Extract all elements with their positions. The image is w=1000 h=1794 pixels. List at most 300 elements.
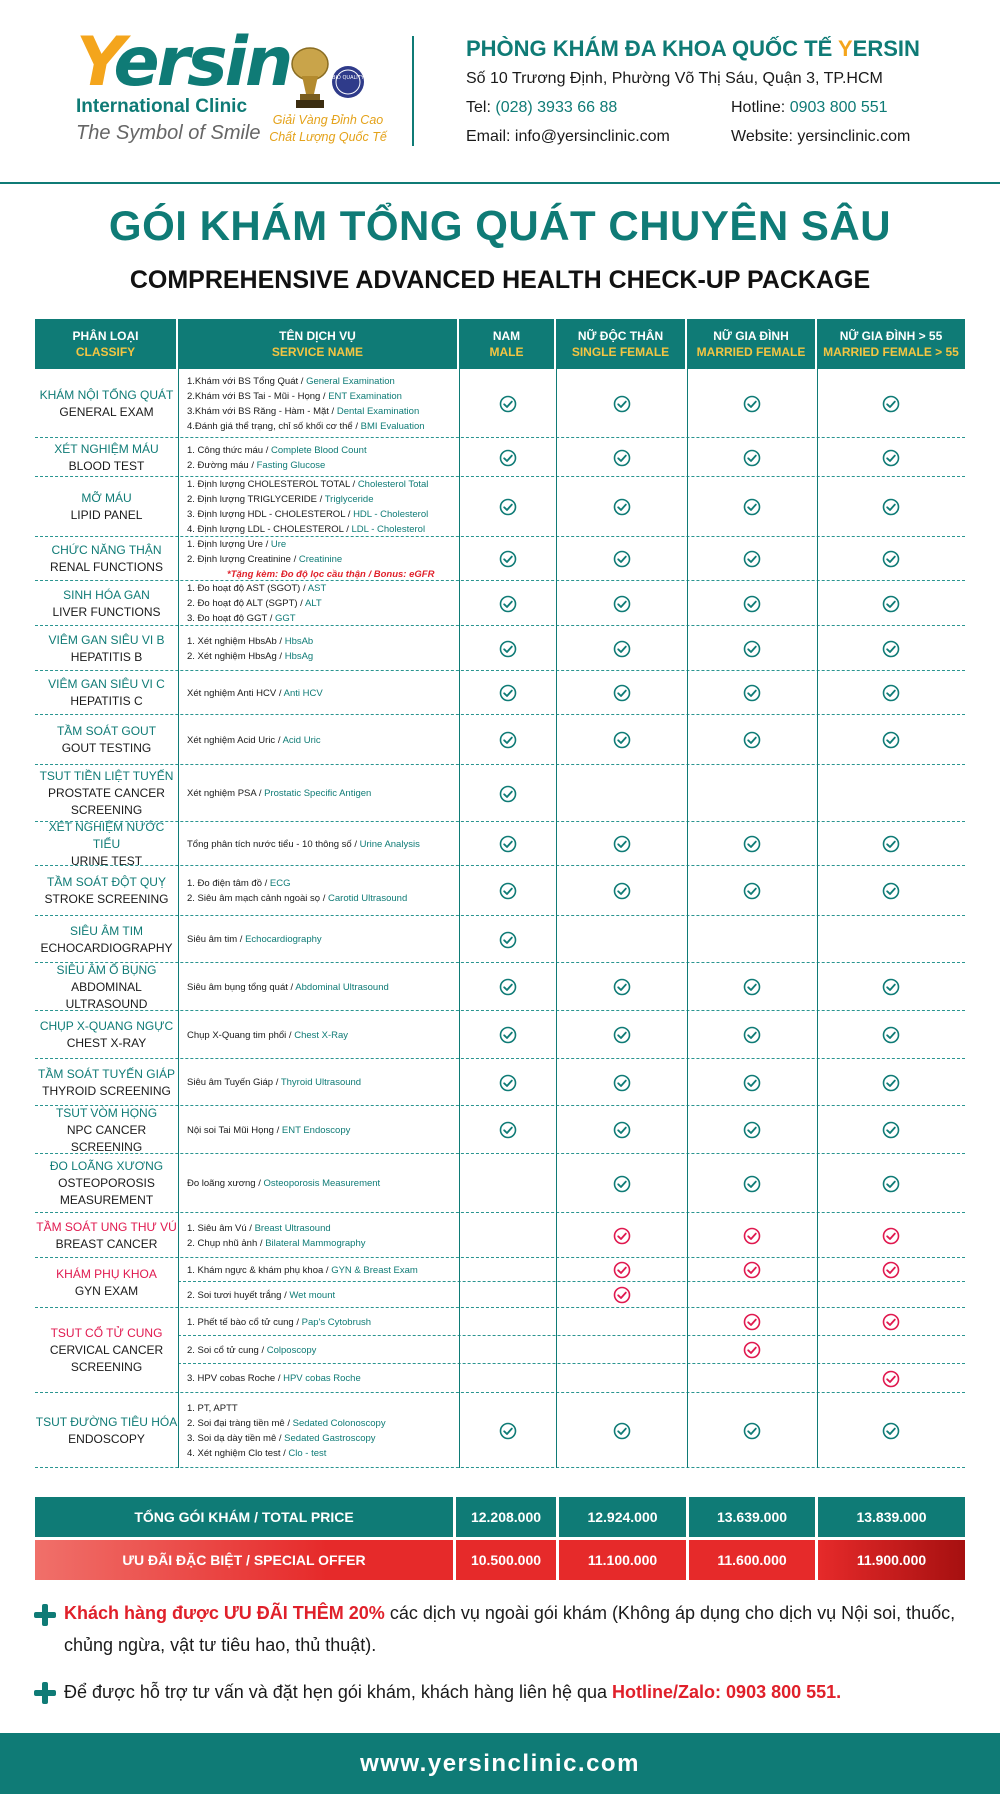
column-header	[35, 319, 178, 369]
service-line: 4. Định lượng LDL - CHOLESTEROL / LDL - Cholesterol	[187, 524, 426, 535]
service-line: 2. Đường máu / Fasting Glucose	[187, 459, 326, 471]
column-header-en: MARRIED FEMALE	[696, 345, 806, 359]
category-cell	[35, 715, 178, 765]
check-icon	[499, 1074, 517, 1092]
service-cell	[187, 671, 462, 715]
category-name-vn: SINH HÓA GAN	[63, 587, 150, 602]
category-name-vn: VIÊM GAN SIÊU VI C	[48, 677, 165, 691]
check-icon	[499, 731, 517, 749]
check-icon	[743, 449, 761, 467]
category-name-vn: XÉT NGHIỆM MÁU	[54, 441, 159, 456]
service-name-en: ALT	[304, 598, 322, 609]
service-line: 2. Soi cổ tử cung / Colposcopy	[187, 1344, 317, 1356]
check-icon	[882, 1313, 900, 1331]
check-icon	[882, 684, 900, 702]
column-header-vn: NỮ GIA ĐÌNH > 55	[839, 329, 943, 343]
category-name-en: MEASUREMENT	[59, 1193, 154, 1207]
service-cell	[187, 1011, 462, 1059]
service-line: 2. Soi đại tràng tiền mê / Sedated Colonoscopy	[187, 1417, 386, 1429]
check-icon	[613, 595, 631, 613]
hotline-number[interactable]: 0903 800 551	[789, 99, 888, 116]
service-line: Xét nghiệm PSA / Prostatic Specific Antigen	[187, 788, 372, 799]
service-line: Siêu âm tim / Echocardiography	[187, 934, 322, 945]
category-name-vn: SIÊU ÂM TIM	[69, 923, 144, 938]
column-header-vn: NỮ ĐỘC THÂN	[577, 329, 664, 343]
category-name-vn: TẦM SOÁT ĐỘT QUỴ	[47, 875, 166, 889]
service-cell	[187, 626, 462, 671]
category-cell	[35, 671, 178, 715]
category-cell	[35, 626, 178, 671]
service-line: 3. HPV cobas Roche / HPV cobas Roche	[187, 1373, 361, 1384]
check-icon	[882, 1227, 900, 1245]
category-name-en: OSTEOPOROSIS	[58, 1176, 155, 1190]
category-name-vn: TSUT CỔ TỬ CUNG	[50, 1326, 163, 1340]
check-icon	[613, 1026, 631, 1044]
price-value: 11.600.000	[689, 1540, 815, 1580]
category-name-en: ECHOCARDIOGRAPHY	[40, 940, 173, 955]
service-name-en: Osteoporosis Measurement	[263, 1178, 381, 1189]
category-name-vn: CHỨC NĂNG THẬN	[51, 543, 162, 557]
service-line: 2. Xét nghiệm HbsAg / HbsAg	[187, 650, 314, 662]
service-cell	[187, 963, 462, 1011]
category-name-vn: TẦM SOÁT UNG THƯ VÚ	[36, 1219, 177, 1234]
category-name-en: HEPATITIS C	[70, 694, 143, 708]
service-cell	[187, 438, 462, 477]
check-icon	[743, 1422, 761, 1440]
service-name-en: General Examination	[306, 375, 395, 387]
category-cell	[35, 477, 178, 537]
category-name-en: SCREENING	[70, 803, 143, 817]
service-line: 1. Khám ngực & khám phụ khoa / GYN & Breast Exam	[187, 1264, 418, 1276]
service-name-en: Breast Ultrasound	[254, 1222, 331, 1234]
check-icon	[499, 640, 517, 658]
category-cell	[35, 1106, 178, 1154]
award-line-1: Giải Vàng Đỉnh Cao	[272, 113, 384, 127]
website-link[interactable]: yersinclinic.com	[797, 128, 911, 145]
category-name-vn: TSUT ĐƯỜNG TIÊU HÓA	[35, 1414, 178, 1429]
clinic-email: Email: info@yersinclinic.com	[466, 128, 670, 145]
category-name-en: HEPATITIS B	[70, 649, 143, 664]
check-icon	[499, 550, 517, 568]
service-cell	[187, 1308, 462, 1336]
category-name-vn: KHÁM NỘI TỔNG QUÁT	[39, 387, 174, 402]
check-icon	[499, 498, 517, 516]
service-cell	[187, 866, 462, 916]
clinic-tel: Tel: (028) 3933 66 88	[466, 99, 618, 116]
table-header	[35, 319, 965, 369]
check-icon	[882, 550, 900, 568]
category-name-en: BLOOD TEST	[68, 458, 145, 473]
check-icon	[499, 595, 517, 613]
category-cell	[35, 1011, 178, 1059]
check-icon	[743, 882, 761, 900]
check-icon	[499, 882, 517, 900]
logo-subtitle: International Clinic	[76, 96, 248, 117]
service-name-en: HDL - Cholesterol	[353, 509, 429, 520]
page-title-vn: GÓI KHÁM TỔNG QUÁT CHUYÊN SÂU	[108, 202, 892, 249]
service-name-en: ENT Endoscopy	[281, 1124, 351, 1136]
header-rule	[0, 182, 1000, 184]
service-line: 2. Siêu âm mạch cảnh ngoài sọ / Carotid Ultrasound	[187, 893, 408, 904]
check-icon	[882, 1422, 900, 1440]
price-label: ƯU ĐÃI ĐẶC BIỆT / SPECIAL OFFER	[35, 1540, 453, 1580]
column-header-en: MALE	[489, 345, 524, 359]
check-icon	[743, 1261, 761, 1279]
header	[0, 0, 1000, 182]
service-name-en: Triglyceride	[324, 494, 374, 505]
service-name-en: Abdominal Ultrasound	[295, 981, 389, 993]
check-icon	[499, 785, 517, 803]
category-name-en: LIPID PANEL	[70, 508, 143, 522]
service-line: Đo loãng xương / Osteoporosis Measurement	[187, 1178, 381, 1189]
check-icon	[499, 1121, 517, 1139]
service-line: Chụp X-Quang tim phổi / Chest X-Ray	[187, 1029, 349, 1041]
check-icon	[499, 449, 517, 467]
category-cell	[35, 438, 178, 477]
column-divider	[556, 369, 557, 1468]
check-icon	[743, 395, 761, 413]
category-cell	[35, 537, 178, 581]
service-cell	[187, 1258, 462, 1282]
service-name-en: Anti HCV	[283, 687, 323, 699]
category-name-vn: CHỤP X-QUANG NGỰC	[39, 1019, 174, 1033]
service-cell	[187, 369, 462, 438]
service-line: 2. Soi tươi huyết trắng / Wet mount	[187, 1289, 336, 1301]
service-name-en: Pap's Cytobrush	[301, 1316, 372, 1328]
check-icon	[613, 978, 631, 996]
category-cell	[35, 916, 178, 963]
category-name-vn: XÉT NGHIỆM NƯỚC TIỂU	[48, 819, 165, 851]
column-header-en: CLASSIFY	[75, 345, 136, 359]
service-name-en: Chest X-Ray	[294, 1029, 349, 1041]
service-name-en: BMI Evaluation	[360, 420, 425, 432]
note-discount: Khách hàng được ƯU ĐÃI THÊM 20% các dịch vụ ngoài gói khám (Không áp dụng cho dịch vụ Nội soi, thuốc, chủng ngừa, vật tư tiêu hao, thủ thuật).	[64, 1603, 956, 1655]
column-header	[459, 319, 556, 369]
service-cell	[187, 1059, 462, 1106]
check-icon	[882, 1026, 900, 1044]
service-line: 2. Định lượng TRIGLYCERIDE / Triglyceride	[187, 494, 374, 505]
award-line-2: Chất Lượng Quốc Tế	[269, 130, 387, 144]
service-line: Tổng phân tích nước tiểu - 10 thông số / Urine Analysis	[187, 838, 420, 850]
service-line: 1. Đo điện tâm đồ / ECG	[187, 878, 291, 889]
price-value: 13.639.000	[689, 1497, 815, 1537]
check-icon	[613, 1074, 631, 1092]
service-cell	[187, 1106, 462, 1154]
service-cell	[187, 1282, 462, 1308]
category-name-vn: SIÊU ÂM Ổ BỤNG	[56, 962, 157, 977]
service-name-en: Clo - test	[288, 1447, 327, 1459]
category-name-en: LIVER FUNCTIONS	[52, 604, 161, 619]
service-line: 3. Soi dạ dày tiền mê / Sedated Gastroscopy	[187, 1432, 376, 1444]
service-name-en: Echocardiography	[245, 934, 322, 945]
service-line: Nội soi Tai Mũi Họng / ENT Endoscopy	[187, 1124, 351, 1136]
service-name-en: HbsAb	[284, 635, 314, 647]
service-cell	[187, 537, 462, 581]
price-value: 11.900.000	[818, 1540, 965, 1580]
service-name-en: Urine Analysis	[359, 838, 420, 850]
category-cell	[35, 1059, 178, 1106]
check-icon	[882, 835, 900, 853]
check-icon	[743, 835, 761, 853]
check-icon	[613, 684, 631, 702]
check-icon	[499, 835, 517, 853]
check-icon	[499, 1026, 517, 1044]
category-cell	[35, 1393, 178, 1468]
service-name-en: ENT Examination	[328, 390, 402, 402]
category-name-en: NPC CANCER SCREENING	[66, 1122, 147, 1154]
service-line: Xét nghiệm Anti HCV / Anti HCV	[187, 687, 323, 699]
check-icon	[613, 1175, 631, 1193]
service-line: 3. Định lượng HDL - CHOLESTEROL / HDL - Cholesterol	[187, 509, 429, 520]
service-cell	[187, 1364, 462, 1393]
category-name-en: PROSTATE CANCER	[48, 786, 165, 800]
column-header	[687, 319, 817, 369]
service-line: 4.Đánh giá thể trạng, chỉ số khối cơ thể / BMI Evaluation	[187, 420, 425, 432]
award-badge-text: BID QUALITY	[332, 75, 364, 81]
service-line: 4. Xét nghiệm Clo test / Clo - test	[187, 1447, 327, 1459]
check-icon	[743, 498, 761, 516]
service-name-en: HPV cobas Roche	[283, 1373, 361, 1384]
price-value: 12.208.000	[456, 1497, 556, 1537]
service-line: 2. Chụp nhũ ảnh / Bilateral Mammography	[187, 1237, 366, 1249]
check-icon	[882, 640, 900, 658]
service-line: 1. PT, APTT	[187, 1402, 238, 1414]
check-icon	[499, 1422, 517, 1440]
service-line: 1. Phết tế bào cổ tử cung / Pap's Cytobrush	[187, 1316, 372, 1328]
check-icon	[743, 595, 761, 613]
service-name-en: Sedated Colonoscopy	[292, 1417, 386, 1429]
email-link[interactable]: info@yersinclinic.com	[514, 128, 670, 145]
check-icon	[743, 1074, 761, 1092]
check-icon	[743, 1121, 761, 1139]
price-value: 10.500.000	[456, 1540, 556, 1580]
service-name-en: Creatinine	[298, 553, 343, 565]
check-icon	[882, 498, 900, 516]
category-name-en: STROKE SCREENING	[44, 892, 169, 906]
price-label: TỔNG GÓI KHÁM / TOTAL PRICE	[35, 1497, 453, 1537]
service-name-en: Complete Blood Count	[271, 444, 367, 456]
check-icon	[743, 1175, 761, 1193]
category-name-vn: TSUT TIỀN LIỆT TUYẾN	[39, 769, 174, 783]
category-name-vn: KHÁM PHỤ KHOA	[56, 1267, 157, 1281]
bonus-note: *Tặng kèm: Đo độ lọc cầu thận / Bonus: eGFR	[227, 568, 435, 580]
check-icon	[613, 640, 631, 658]
check-icon	[613, 1261, 631, 1279]
category-cell	[35, 819, 178, 868]
logo-mark: Yersin	[76, 23, 291, 102]
service-name-en: HbsAg	[284, 650, 314, 662]
category-name-en: GENERAL EXAM	[59, 404, 154, 419]
check-icon	[882, 1261, 900, 1279]
service-cell	[187, 477, 462, 537]
check-icon	[882, 978, 900, 996]
check-icon	[613, 395, 631, 413]
category-name-en: SCREENING	[70, 1360, 143, 1374]
footer-website[interactable]: www.yersinclinic.com	[0, 1733, 1000, 1794]
check-icon	[882, 449, 900, 467]
service-name-en: Carotid Ultrasound	[328, 893, 408, 904]
clinic-logo	[76, 23, 291, 145]
service-name-en: Bilateral Mammography	[265, 1237, 366, 1249]
check-icon	[882, 882, 900, 900]
check-icon	[613, 882, 631, 900]
service-cell	[187, 1393, 462, 1468]
price-value: 13.839.000	[818, 1497, 965, 1537]
service-line: 1. Công thức máu / Complete Blood Count	[187, 444, 367, 456]
category-cell	[35, 765, 178, 822]
category-name-en: ENDOSCOPY	[68, 1431, 145, 1446]
check-icon	[743, 1227, 761, 1245]
check-icon	[499, 684, 517, 702]
column-divider	[459, 369, 460, 1468]
service-line: 3. Đo hoạt độ GGT / GGT	[187, 613, 296, 624]
plus-icon	[34, 1604, 56, 1626]
check-icon	[882, 395, 900, 413]
check-icon	[882, 1121, 900, 1139]
check-icon	[613, 1286, 631, 1304]
service-name-en: AST	[307, 583, 327, 594]
column-header-vn: NAM	[492, 329, 521, 343]
category-name-vn: MỠ MÁU	[81, 491, 132, 505]
service-cell	[187, 916, 462, 963]
service-cell	[187, 1213, 462, 1258]
check-icon	[499, 395, 517, 413]
check-icon	[743, 684, 761, 702]
service-name-en: Colposcopy	[266, 1344, 317, 1356]
price-value: 12.924.000	[559, 1497, 686, 1537]
service-name-en: ECG	[269, 878, 291, 889]
check-icon	[613, 449, 631, 467]
service-name-en: Cholesterol Total	[357, 479, 429, 490]
service-line: 1.Khám với BS Tổng Quát / General Examination	[187, 375, 395, 387]
check-icon	[882, 1370, 900, 1388]
category-name-en: ABDOMINAL ULTRASOUND	[65, 979, 148, 1011]
category-name-en: CHEST X-RAY	[66, 1036, 147, 1050]
category-name-en: BREAST CANCER	[55, 1236, 158, 1251]
special-offer-row	[35, 1540, 965, 1580]
category-name-vn: TẦM SOÁT GOUT	[56, 724, 157, 738]
check-icon	[743, 550, 761, 568]
check-icon	[499, 931, 517, 949]
hotline-zalo[interactable]: Hotline/Zalo: 0903 800 551.	[612, 1682, 842, 1702]
category-cell	[35, 866, 178, 916]
service-name-en: Fasting Glucose	[256, 459, 326, 471]
service-name-en: GYN & Breast Exam	[331, 1264, 418, 1276]
service-line: 1. Xét nghiệm HbsAb / HbsAb	[187, 635, 314, 647]
service-line: 1. Đo hoạt độ AST (SGOT) / AST	[187, 583, 327, 594]
category-name-vn: VIÊM GAN SIÊU VI B	[48, 632, 165, 647]
service-cell	[187, 822, 462, 866]
check-icon	[613, 731, 631, 749]
column-divider	[687, 369, 688, 1468]
service-line: 2. Đo hoạt độ ALT (SGPT) / ALT	[187, 598, 322, 609]
header-divider	[412, 36, 414, 146]
check-icon	[743, 640, 761, 658]
clinic-website: Website: yersinclinic.com	[731, 128, 911, 145]
clinic-name: PHÒNG KHÁM ĐA KHOA QUỐC TẾ YERSIN	[466, 36, 920, 61]
service-line: 2.Khám với BS Tai - Mũi - Họng / ENT Examination	[187, 390, 402, 402]
page-title-en: COMPREHENSIVE ADVANCED HEALTH CHECK-UP PACKAGE	[129, 266, 871, 294]
service-cell	[187, 765, 462, 822]
check-icon	[882, 731, 900, 749]
check-icon	[499, 978, 517, 996]
clinic-address: Số 10 Trương Định, Phường Võ Thị Sáu, Quận 3, TP.HCM	[466, 70, 883, 87]
category-name-en: RENAL FUNCTIONS	[50, 560, 163, 574]
category-name-en: CERVICAL CANCER	[49, 1343, 164, 1357]
check-icon	[613, 1227, 631, 1245]
service-line: 1. Siêu âm Vú / Breast Ultrasound	[187, 1222, 331, 1234]
check-icon	[743, 1026, 761, 1044]
category-name-vn: TẦM SOÁT TUYẾN GIÁP	[38, 1066, 175, 1081]
check-icon	[613, 1121, 631, 1139]
column-header-vn: NỮ GIA ĐÌNH	[713, 329, 789, 343]
category-name-vn: TSUT VÒM HỌNG	[55, 1105, 158, 1120]
column-header-vn: PHÂN LOẠI	[72, 329, 139, 343]
column-divider	[817, 369, 818, 1468]
clinic-hotline: Hotline: 0903 800 551	[731, 99, 888, 116]
check-icon	[613, 835, 631, 853]
service-line: 2. Định lượng Creatinine / Creatinine	[187, 553, 343, 565]
category-cell	[35, 1258, 178, 1308]
service-line: 1. Định lượng Ure / Ure	[187, 538, 287, 550]
service-name-en: Wet mount	[289, 1289, 336, 1301]
category-name-en: GOUT TESTING	[61, 741, 152, 755]
logo-tagline: The Symbol of Smile	[76, 122, 261, 144]
service-cell	[187, 715, 462, 765]
service-name-en: LDL - Cholesterol	[351, 524, 426, 535]
check-icon	[613, 1422, 631, 1440]
check-icon	[743, 978, 761, 996]
check-icon	[743, 1313, 761, 1331]
check-icon	[743, 1341, 761, 1359]
check-icon	[613, 550, 631, 568]
category-cell	[35, 581, 178, 626]
check-icon	[613, 498, 631, 516]
service-name-en: Prostatic Specific Antigen	[264, 788, 372, 799]
category-cell	[35, 369, 178, 438]
award-caption	[268, 112, 388, 146]
column-header	[556, 319, 687, 369]
row-separator	[35, 1467, 965, 1468]
price-value: 11.100.000	[559, 1540, 686, 1580]
category-cell	[35, 1213, 178, 1258]
service-name-en: Thyroid Ultrasound	[280, 1077, 362, 1088]
service-cell	[187, 1154, 462, 1213]
service-line: Siêu âm bụng tổng quát / Abdominal Ultrasound	[187, 981, 389, 993]
service-line: Siêu âm Tuyến Giáp / Thyroid Ultrasound	[187, 1077, 362, 1088]
column-header-en: MARRIED FEMALE > 55	[823, 345, 959, 359]
column-header-en: SINGLE FEMALE	[571, 345, 670, 359]
category-name-en: THYROID SCREENING	[42, 1083, 171, 1098]
service-name-en: Acid Uric	[282, 734, 321, 746]
tel-number[interactable]: (028) 3933 66 88	[495, 99, 618, 116]
total-price-row	[35, 1497, 965, 1537]
plus-icon	[34, 1682, 56, 1704]
category-name-en: URINE TEST	[70, 853, 143, 868]
service-name-en: GGT	[275, 613, 296, 624]
service-cell	[187, 1336, 462, 1364]
service-line: Xét nghiệm Acid Uric / Acid Uric	[187, 734, 321, 746]
column-header-vn: TÊN DỊCH VỤ	[279, 329, 356, 343]
category-cell	[35, 963, 178, 1011]
check-icon	[743, 731, 761, 749]
service-line: 3.Khám với BS Răng - Hàm - Mặt / Dental Examination	[187, 405, 420, 417]
category-name-vn: ĐO LOÃNG XƯƠNG	[49, 1159, 164, 1173]
column-header	[817, 319, 965, 369]
service-cell	[187, 581, 462, 626]
check-icon	[882, 1074, 900, 1092]
service-name-en: Ure	[270, 538, 287, 550]
